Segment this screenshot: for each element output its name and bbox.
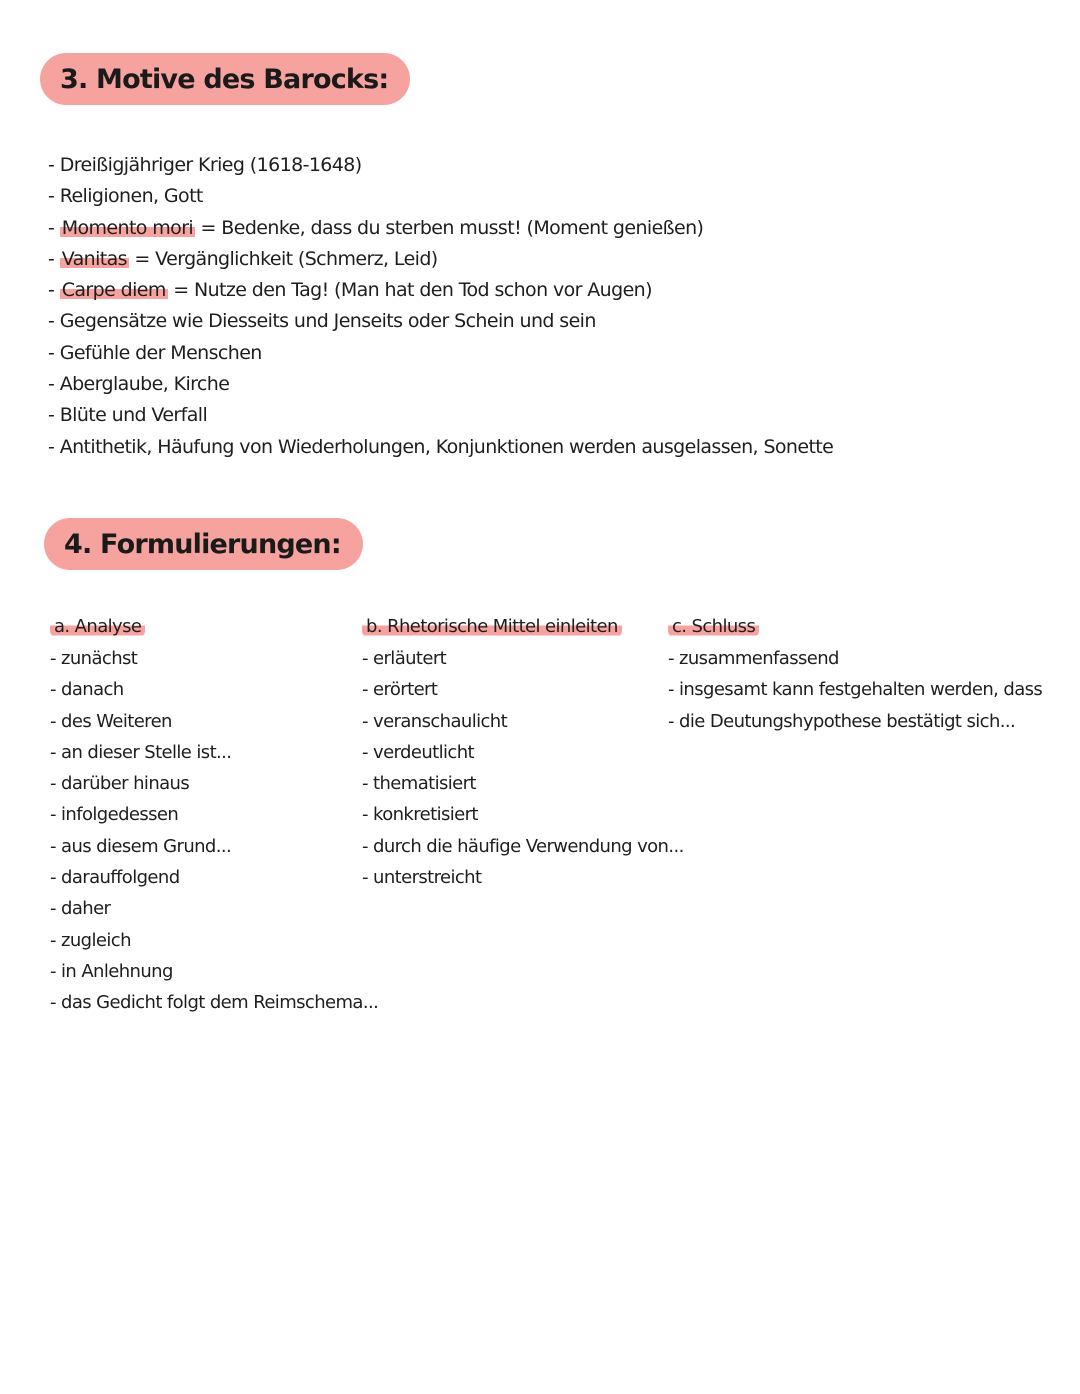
list-item: - des Weiteren xyxy=(50,710,172,732)
list-item: - erläutert xyxy=(362,648,447,669)
list-item: - Blüte und Verfall xyxy=(48,404,208,427)
section-3-heading xyxy=(40,53,410,105)
column-list xyxy=(668,643,1042,737)
list-item: - zugleich xyxy=(50,929,131,951)
list-item: - Gegensätze wie Diesseits und Jenseits oder Schein und sein xyxy=(48,310,596,333)
list-item: - daher xyxy=(50,898,111,920)
column-analyse xyxy=(50,616,378,1019)
highlighted-term: Vanitas xyxy=(61,247,127,270)
list-item: - Antithetik, Häufung von Wiederholungen, Konjunktionen werden ausgelassen, Sonette xyxy=(48,435,834,458)
column-heading: a. Analyse xyxy=(50,616,145,637)
list-item: - das Gedicht folgt dem Reimschema... xyxy=(50,992,379,1014)
list-item: - veranschaulicht xyxy=(362,710,508,732)
list-item: - Aberglaube, Kirche xyxy=(48,373,230,396)
list-item: - aus diesem Grund... xyxy=(50,835,232,857)
list-item: - darauffolgend xyxy=(50,867,180,889)
list-item: - konkretisiert xyxy=(362,804,478,826)
list-item: - in Anlehnung xyxy=(50,960,173,982)
list-item: - die Deutungshypothese bestätigt sich... xyxy=(668,710,1016,732)
list-item: - Vanitas = Vergänglichkeit (Schmerz, Leid) xyxy=(48,247,438,270)
column-list xyxy=(362,643,684,893)
list-item: - thematisiert xyxy=(362,773,476,795)
list-item: - infolgedessen xyxy=(50,804,179,826)
list-item: - verdeutlicht xyxy=(362,741,474,763)
list-item: - Religionen, Gott xyxy=(48,185,203,208)
list-item: - danach xyxy=(50,679,124,701)
column-schluss xyxy=(668,616,1042,737)
list-item: - darüber hinaus xyxy=(50,773,190,795)
list-item: - zunächst xyxy=(50,648,138,669)
column-heading: b. Rhetorische Mittel einleiten xyxy=(362,616,622,637)
section-4-title: 4. Formulierungen: xyxy=(64,528,341,560)
list-item: - insgesamt kann festgehalten werden, dass xyxy=(668,679,1043,701)
list-item: - erörtert xyxy=(362,679,438,701)
column-list xyxy=(50,643,378,1019)
highlighted-term: Carpe diem xyxy=(61,279,166,302)
column-rhetorische-mittel xyxy=(362,616,684,893)
list-item: - Momento mori = Bedenke, dass du sterben musst! (Moment genießen) xyxy=(48,216,704,239)
list-item: - Carpe diem = Nutze den Tag! (Man hat den Tod schon vor Augen) xyxy=(48,279,652,302)
list-item: - durch die häufige Verwendung von... xyxy=(362,835,684,857)
list-item: - unterstreicht xyxy=(362,867,482,889)
section-3-title: 3. Motive des Barocks: xyxy=(60,63,389,95)
list-item: - zusammenfassend xyxy=(668,648,839,669)
section-4-heading xyxy=(44,518,363,570)
column-heading: c. Schluss xyxy=(668,616,759,637)
motive-list xyxy=(48,150,833,463)
highlighted-term: Momento mori xyxy=(61,216,194,239)
list-item: - Gefühle der Menschen xyxy=(48,341,262,364)
list-item: - an dieser Stelle ist... xyxy=(50,741,232,763)
list-item: - Dreißigjähriger Krieg (1618-1648) xyxy=(48,154,362,176)
